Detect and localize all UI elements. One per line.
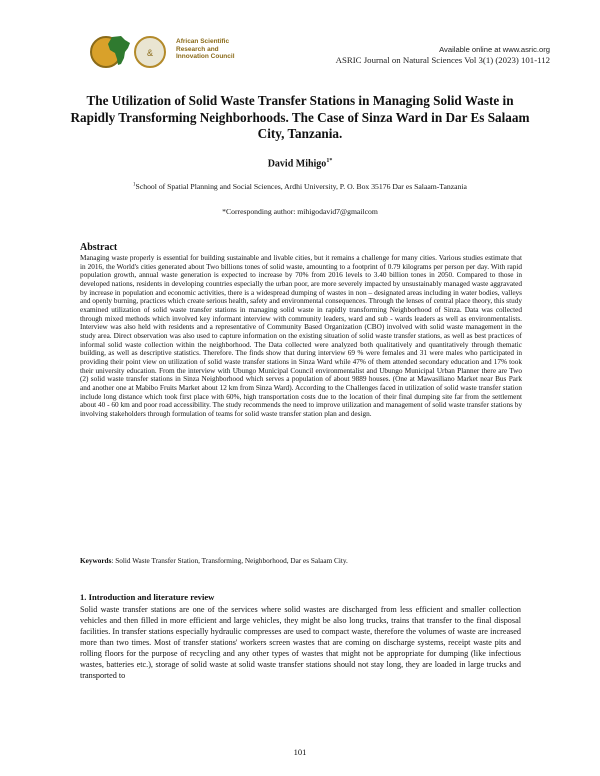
abstract-heading: Abstract <box>80 242 118 253</box>
svg-text:&: & <box>146 48 154 58</box>
intro-heading: 1. Introduction and literature review <box>80 592 215 602</box>
keywords <box>80 557 348 565</box>
asric-seal-icon <box>134 36 166 68</box>
keywords-text: : Solid Waste Transfer Station, Transforming, Neighborhood, Dar es Salaam City. <box>111 557 348 565</box>
author <box>0 158 600 169</box>
paper-title: The Utilization of Solid Waste Transfer Stations in Managing Solid Waste in Rapidly Transforming Neighborhoods. The Case of Sinza Ward in Dar Es Salaam City, Tanzania. <box>70 93 530 141</box>
abstract-body: Managing waste properly is essential for building sustainable and livable cities, but it remains a challenge for many cities. Various studies estimate that in 2016, the World's cities generated about Two billions tones of solid waste, amounting to a footprint of 0.79 kilograms per person per day. With rapid population growth, annual waste generation is expected to increase by 70% from 2016 levels to 3.40 billion tones in 2050. Compared to those in developed nations, residents in developing countries especially the urban poor, are more severely impacted by unsustainably managed waste aggravated by increase in population and economic activities, there is a widespread dumping of wastes in non – designated areas including in water bodies, valleys and openly burning, practices which create serious health, safety and environmental consequences. Through the lenses of central place theory, this study examined utilization of solid waste transfer stations in managing solid waste in rapidly transforming Neighborhood of Sinza. Data was collected through mixed methods which involved key informant interview with community leaders, ward and sub - wards leaders as well as environmentalists. Interview was also held with residents and a representative of Community Based Organization (CBO) involved with solid waste management in the study area. Direct observation was also used to capture information on the existing situation of solid waste transfer stations, as well as best practices of informal solid waste collection within the neighborhood. The Data collected were analyzed both qualitatively and quantitatively through thematic building, as well as descriptive statistics. Therefore. The finds show that during interview 69 % were females and 31 were males who participated in providing their point view on utilization of solid waste transfer stations in Sinza Ward while 47% of them attended secondary education and 17% took their university education. From the interview with Ubungo Municipal Council environmentalist and Ubungo Municipal Urban Planner there are Two (2) solid waste transfer stations in Sinza Neighborhood which serves a population of about 9889 houses. (One at Mawasiliano Market near Bus Park and another one at Mabibo Fruits Market about 12 km from Sinza Ward). According to the Challenges faced in utilization of solid waste transfer station include long distance which took first place with 60%, high transportation costs due to the location of their final dumping site far from the settlement about 40 - 60 km and poor road accessibility. The study recommends the need to improve utilization and management of solid waste transfer stations by involving stakeholders through formulation of teams for solid waste transfer station plan and design. <box>80 254 522 418</box>
journal-info <box>336 44 550 66</box>
affiliation-sup: 1 <box>133 182 136 188</box>
keywords-label: Keywords <box>80 557 112 565</box>
author-sup: 1* <box>326 158 333 164</box>
page-number: 101 <box>293 747 307 757</box>
author-name: David Mihigo <box>267 158 327 170</box>
journal-citation: ASRIC Journal on Natural Sciences Vol 3(1) (2023) 101-112 <box>335 55 550 65</box>
affiliation-text: School of Spatial Planning and Social Sciences, Ardhi University, P. O. Box 35176 Dar es Salaam-Tanzania <box>135 182 467 191</box>
intro-body: Solid waste transfer stations are one of the services where solid wastes are discharged from less efficient and smaller collection vehicles and then filled in more efficient and large vehicles, they might be also long trucks, trains that transfer to the final disposal facilities. In transfer stations especially hydraulic compresses are used to compact waste, therefore the volumes of waste are increased more than two times. Most of transfer stations' workers screen wastes that are coming on discharge systems, receipt waste pits and rolling floors for the purpose of recycling and any other types of wastes that might not be appropriate for dumping (like infectious wastes, batteries etc.), storage of solid waste at solid waste transfer stations should not stay long, they are loaded in large trucks and transported to <box>80 605 521 680</box>
africa-map-icon <box>106 34 132 68</box>
online-note: Available online at www.asric.org <box>439 45 550 54</box>
logo-text: African Scientific Research and Innovation Council <box>176 38 235 60</box>
affiliation <box>0 182 600 191</box>
asric-logo <box>90 34 235 72</box>
corresponding-author: *Corresponding author: mihigodavid7@gmailcom <box>222 207 378 216</box>
